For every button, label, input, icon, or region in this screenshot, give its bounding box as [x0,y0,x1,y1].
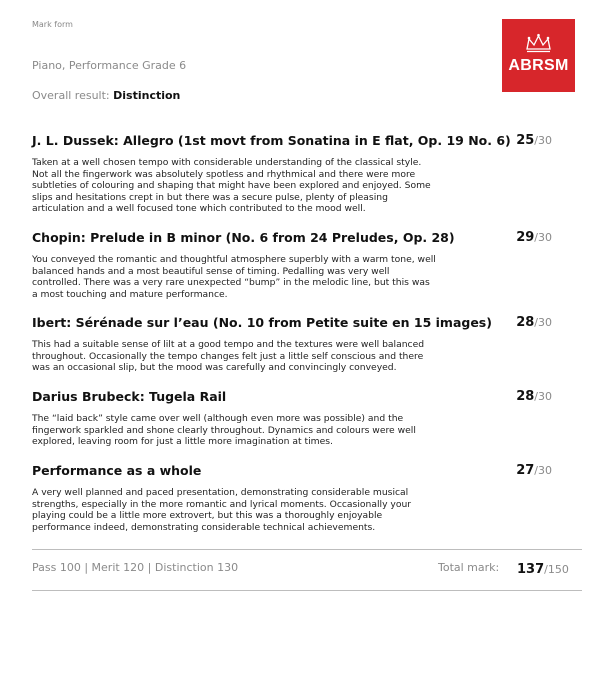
overall-result-value: Distinction [113,89,181,102]
overall-result [32,89,180,102]
piece-score-max: /30 [534,464,552,477]
crown-icon [502,33,575,53]
piece-score [516,463,552,478]
piece-comment: You conveyed the romantic and thoughtful atmosphere superbly with a warm tone, well balanced hands and a most beautiful sense of timing. Pedalling was very well controlled. There was a very rare unexpected “bump” in the melodic line, but this was a most touching and mature performance. [32,254,436,300]
piece-score-value: 29 [516,230,535,245]
piece-score-max: /30 [534,231,552,244]
piece-score-max: /30 [534,134,552,147]
piece-score-value: 25 [516,133,535,148]
piece-score [516,230,552,245]
piece-section [32,133,582,215]
piece-score [516,133,552,148]
piece-comment: A very well planned and paced presentation, demonstrating considerable musical strengths, especially in the more romantic and lyrical moments. Occasionally your playing could be a little more extrovert, but this was a thoroughly enjoyable performance indeed, demonstrating considerable technical achievements. [32,487,412,533]
logo-text: ABRSM [508,57,569,74]
piece-comment: The “laid back” style came over well (although even more was possible) and the fingerwork sparkled and shone clearly throughout. Dynamics and colours were well explored, leaving room for just a little more imagination at times. [32,413,416,447]
piece-comment: Taken at a well chosen tempo with considerable understanding of the classical style. Not all the fingerwork was absolutely spotless and rhythmical and there were more subtleties of colouring and shaping that might have been explored and enjoyed. Some slips and hesitations crept in but there was a secure pulse, plenty of pleasing articulation and a well focused tone which contributed to the mood well. [32,157,431,214]
total-mark-label: Total mark: [438,561,500,574]
piece-title: Chopin: Prelude in B minor (No. 6 from 24 Preludes, Op. 28) [32,230,455,245]
piece-score [516,389,552,404]
piece-score-max: /30 [534,390,552,403]
piece-section [32,463,582,533]
overall-result-label: Overall result: [32,89,110,102]
piece-title: Darius Brubeck: Tugela Rail [32,389,227,404]
abrsm-logo [502,19,575,92]
doc-type-label: Mark form [32,20,73,29]
piece-title: Ibert: Sérénade sur l’eau (No. 10 from Petite suite en 15 images) [32,315,492,330]
total-mark-value: 137 [517,562,545,577]
piece-section [32,230,582,300]
piece-section [32,315,582,374]
piece-section [32,389,582,448]
divider [32,590,582,591]
piece-title: J. L. Dussek: Allegro (1st movt from Sonatina in E flat, Op. 19 No. 6) [32,133,511,148]
grade-thresholds: Pass 100 | Merit 120 | Distinction 130 [32,561,239,574]
exam-subject: Piano, Performance Grade 6 [32,59,187,72]
piece-score-max: /30 [534,316,552,329]
total-mark-max: /150 [544,563,569,576]
total-mark [517,562,569,577]
piece-comment: This had a suitable sense of lilt at a good tempo and the textures were well balanced throughout. Occasionally the tempo changes felt just a little self conscious and there was an occasional slip, but the mood was carefully and convincingly conveyed. [32,339,425,373]
piece-score-value: 28 [516,315,535,330]
piece-score-value: 27 [516,463,535,478]
divider [32,549,582,550]
piece-title: Performance as a whole [32,463,202,478]
piece-score [516,315,552,330]
piece-score-value: 28 [516,389,535,404]
